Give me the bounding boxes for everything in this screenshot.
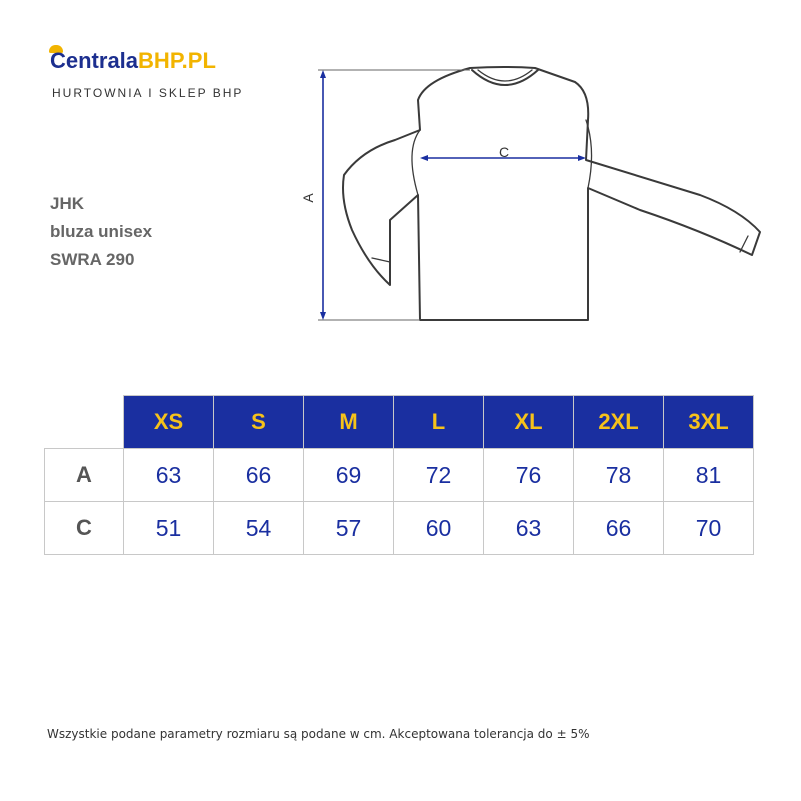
logo-tagline: HURTOWNIA I SKLEP BHP: [52, 86, 244, 100]
product-code: SWRA 290: [50, 250, 135, 269]
table-cell: 76: [484, 449, 574, 502]
product-info: [50, 190, 152, 274]
row-label-a: A: [45, 449, 124, 502]
logo-name-part1: Centrala: [50, 48, 139, 73]
sweatshirt-diagram: [300, 60, 780, 340]
size-header-m: M: [304, 396, 394, 449]
table-cell: 51: [124, 502, 214, 555]
size-header-xl: XL: [484, 396, 574, 449]
size-header-row: [45, 396, 754, 449]
table-corner: [45, 396, 124, 449]
size-table: [44, 395, 754, 555]
size-header-3xl: 3XL: [664, 396, 754, 449]
product-type: bluza unisex: [50, 222, 153, 241]
size-header-2xl: 2XL: [574, 396, 664, 449]
logo-wordmark: [50, 48, 216, 74]
table-cell: 66: [574, 502, 664, 555]
row-label-c: C: [45, 502, 124, 555]
size-header-l: L: [394, 396, 484, 449]
table-cell: 81: [664, 449, 754, 502]
size-header-xs: XS: [124, 396, 214, 449]
table-cell: 78: [574, 449, 664, 502]
dimension-label-a: A: [300, 193, 316, 203]
size-header-s: S: [214, 396, 304, 449]
table-cell: 63: [124, 449, 214, 502]
table-cell: 69: [304, 449, 394, 502]
table-cell: 63: [484, 502, 574, 555]
table-cell: 60: [394, 502, 484, 555]
dimension-label-c: C: [498, 144, 510, 160]
tolerance-note: Wszystkie podane parametry rozmiaru są podane w cm. Akceptowana tolerancja do ± 5%: [47, 727, 590, 741]
product-brand: JHK: [50, 194, 85, 213]
table-row: [45, 449, 754, 502]
table-cell: 54: [214, 502, 304, 555]
table-cell: 66: [214, 449, 304, 502]
logo-name-part2: BHP.PL: [138, 48, 216, 73]
table-cell: 57: [304, 502, 394, 555]
table-cell: 72: [394, 449, 484, 502]
table-cell: 70: [664, 502, 754, 555]
brand-logo: [50, 48, 260, 106]
table-row: [45, 502, 754, 555]
